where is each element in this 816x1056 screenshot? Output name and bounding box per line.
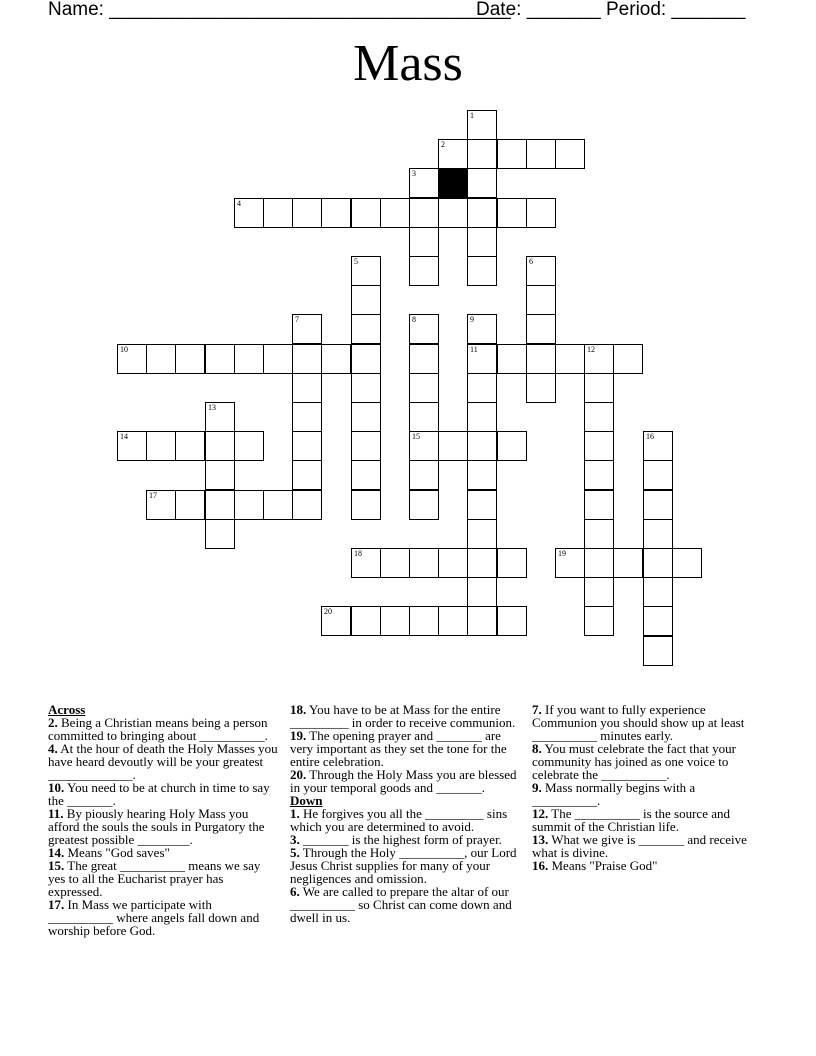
crossword-cell[interactable] (409, 431, 439, 461)
crossword-cell[interactable] (292, 490, 322, 520)
crossword-cell[interactable] (497, 606, 527, 636)
crossword-cell[interactable] (351, 198, 381, 228)
crossword-cell[interactable] (584, 606, 614, 636)
crossword-cell[interactable] (351, 490, 381, 520)
crossword-cell[interactable] (146, 490, 176, 520)
clue-number: 16 (646, 432, 654, 441)
clue-number: 18 (354, 549, 362, 558)
crossword-cell[interactable] (409, 198, 439, 228)
date-field: Date: _______ (476, 0, 601, 20)
crossword-cell[interactable] (292, 460, 322, 490)
clue-number: 1 (470, 111, 474, 120)
crossword-cell[interactable] (584, 460, 614, 490)
name-field: Name: ______________________________________ (48, 0, 511, 20)
crossword-cell[interactable] (380, 198, 410, 228)
crossword-cell[interactable] (292, 402, 322, 432)
crossword-cell[interactable] (584, 402, 614, 432)
crossword-cell[interactable] (613, 548, 643, 578)
clue-across-2: 2. Being a Christian means being a person committed to bringing about __________. (48, 715, 268, 743)
clue-across-17: 17. In Mass we participate with __________ where angels fall down and worship before God. (48, 897, 260, 938)
crossword-cell[interactable] (351, 548, 381, 578)
crossword-cell[interactable] (643, 490, 673, 520)
crossword-cell[interactable] (321, 198, 351, 228)
clue-across-15: 15. The great __________ means we say yes to all the Eucharist prayer has expressed. (48, 858, 261, 899)
crossword-cell[interactable] (205, 490, 235, 520)
crossword-cell[interactable] (409, 606, 439, 636)
crossword-cell[interactable] (234, 344, 264, 374)
crossword-cell[interactable] (643, 460, 673, 490)
crossword-cell[interactable] (526, 344, 556, 374)
clue-down-13: 13. What we give is _______ and receive what is divine. (532, 832, 747, 860)
clue-down-16: 16. Means "Praise God" (532, 858, 658, 873)
clue-number: 3 (412, 169, 416, 178)
crossword-cell[interactable] (497, 548, 527, 578)
crossword-cell[interactable] (409, 460, 439, 490)
crossword-cell[interactable] (467, 402, 497, 432)
crossword-cell[interactable] (438, 198, 468, 228)
clue-down-7: 7. If you want to fully experience Communion you should show up at least __________ minutes early. (532, 702, 745, 743)
clue-down-9: 9. Mass normally begins with a __________. (532, 780, 696, 808)
crossword-cell[interactable] (205, 431, 235, 461)
crossword-cell[interactable] (584, 373, 614, 403)
crossword-cell[interactable] (467, 344, 497, 374)
crossword-cell[interactable] (643, 606, 673, 636)
down-heading: Down (290, 793, 323, 808)
crossword-cell[interactable] (292, 431, 322, 461)
crossword-cell[interactable] (234, 490, 264, 520)
crossword-cell[interactable] (467, 548, 497, 578)
clue-across-10: 10. You need to be at church in time to say the _______. (48, 780, 270, 808)
crossword-cell[interactable] (467, 606, 497, 636)
clue-number: 17 (149, 491, 157, 500)
crossword-cell[interactable] (351, 373, 381, 403)
crossword-cell[interactable] (175, 344, 205, 374)
crossword-cell[interactable] (613, 344, 643, 374)
clue-down-5: 5. Through the Holy __________, our Lord Jesus Christ supplies for many of your negligences and omission. (290, 845, 517, 886)
crossword-cell[interactable] (584, 431, 614, 461)
crossword-cell[interactable] (555, 344, 585, 374)
crossword-cell[interactable] (292, 314, 322, 344)
crossword-cell[interactable] (526, 139, 556, 169)
crossword-cell[interactable] (643, 431, 673, 461)
crossword-cell[interactable] (351, 344, 381, 374)
crossword-cell[interactable] (526, 314, 556, 344)
crossword-cell[interactable] (497, 139, 527, 169)
crossword-cell[interactable] (351, 460, 381, 490)
clue-down-6: 6. We are called to prepare the altar of our __________ so Christ can come down and dwell in us. (290, 884, 512, 925)
clue-across-18: 18. You have to be at Mass for the entire _________ in order to receive communion. (290, 702, 516, 730)
clue-number: 13 (208, 403, 216, 412)
clues-column-3 (532, 703, 764, 872)
crossword-cell[interactable] (175, 431, 205, 461)
crossword-cell[interactable] (205, 344, 235, 374)
crossword-cell[interactable] (205, 519, 235, 549)
clue-number: 9 (470, 315, 474, 324)
crossword-cell[interactable] (351, 285, 381, 315)
crossword-cell[interactable] (584, 577, 614, 607)
crossword-cell[interactable] (497, 344, 527, 374)
crossword-cell[interactable] (467, 168, 497, 198)
clue-number: 15 (412, 432, 420, 441)
crossword-cell[interactable] (526, 285, 556, 315)
crossword-cell[interactable] (467, 373, 497, 403)
crossword-cell[interactable] (643, 636, 673, 666)
crossword-cell[interactable] (380, 606, 410, 636)
crossword-cell[interactable] (555, 548, 585, 578)
clue-down-3: 3. _______ is the highest form of prayer. (290, 832, 502, 847)
clue-across-19: 19. The opening prayer and _______ are very important as they set the tone for the entire celebration. (290, 728, 507, 769)
crossword-cell[interactable] (263, 344, 293, 374)
crossword-cell[interactable] (117, 344, 147, 374)
clue-down-8: 8. You must celebrate the fact that your community has joined as one voice to celebrate the __________. (532, 741, 736, 782)
clues-column-2 (290, 703, 522, 924)
crossword-cell[interactable] (438, 431, 468, 461)
crossword-cell[interactable] (205, 402, 235, 432)
crossword-cell[interactable] (146, 431, 176, 461)
crossword-cell[interactable] (467, 139, 497, 169)
crossword-cell[interactable] (555, 139, 585, 169)
crossword-cell[interactable] (467, 519, 497, 549)
clue-number: 8 (412, 315, 416, 324)
crossword-cell[interactable] (467, 256, 497, 286)
crossword-cell[interactable] (409, 344, 439, 374)
crossword-cell[interactable] (526, 198, 556, 228)
crossword-cell[interactable] (467, 460, 497, 490)
crossword-cell[interactable] (409, 227, 439, 257)
crossword-cell[interactable] (467, 110, 497, 140)
clue-number: 10 (120, 345, 128, 354)
crossword-cell[interactable] (584, 344, 614, 374)
clue-number: 7 (295, 315, 299, 324)
crossword-cell[interactable] (321, 606, 351, 636)
crossword-cell[interactable] (351, 256, 381, 286)
crossword-cell[interactable] (497, 198, 527, 228)
crossword-cell[interactable] (292, 198, 322, 228)
crossword-cell[interactable] (467, 227, 497, 257)
crossword-cell[interactable] (643, 519, 673, 549)
crossword-cell[interactable] (497, 431, 527, 461)
crossword-cell[interactable] (292, 344, 322, 374)
crossword-cell[interactable] (263, 198, 293, 228)
clue-number: 19 (558, 549, 566, 558)
clues-column-1 (48, 703, 280, 937)
clue-number: 2 (441, 140, 445, 149)
crossword-cell[interactable] (584, 490, 614, 520)
clue-number: 6 (529, 257, 533, 266)
crossword-cell[interactable] (526, 373, 556, 403)
clue-down-1: 1. He forgives you all the _________ sins which you are determined to avoid. (290, 806, 508, 834)
crossword-cell[interactable] (351, 606, 381, 636)
crossword-cell[interactable] (643, 577, 673, 607)
crossword-cell[interactable] (672, 548, 702, 578)
clue-number: 11 (470, 345, 478, 354)
crossword-cell[interactable] (117, 431, 147, 461)
clue-number: 20 (324, 607, 332, 616)
crossword-cell[interactable] (467, 490, 497, 520)
crossword-cell[interactable] (351, 314, 381, 344)
crossword-cell[interactable] (467, 314, 497, 344)
clue-across-14: 14. Means "God saves" (48, 845, 170, 860)
crossword-cell[interactable] (146, 344, 176, 374)
clue-number: 5 (354, 257, 358, 266)
crossword-cell[interactable] (467, 198, 497, 228)
crossword-cell[interactable] (438, 548, 468, 578)
crossword-cell[interactable] (409, 314, 439, 344)
crossword-cell[interactable] (409, 168, 439, 198)
crossword-cell[interactable] (205, 460, 235, 490)
clue-across-20: 20. Through the Holy Mass you are blessed in your temporal goods and _______. (290, 767, 517, 795)
period-field: Period: _______ (606, 0, 746, 20)
crossword-cell[interactable] (234, 198, 264, 228)
crossword-cell[interactable] (321, 344, 351, 374)
crossword-cell[interactable] (380, 548, 410, 578)
crossword-cell[interactable] (467, 577, 497, 607)
crossword-cell[interactable] (351, 431, 381, 461)
crossword-cell[interactable] (438, 606, 468, 636)
crossword-cell[interactable] (234, 431, 264, 461)
crossword-cell[interactable] (409, 402, 439, 432)
crossword-cell[interactable] (584, 548, 614, 578)
crossword-cell[interactable] (409, 373, 439, 403)
black-square (438, 168, 468, 198)
crossword-cell[interactable] (409, 548, 439, 578)
crossword-cell[interactable] (351, 402, 381, 432)
clue-across-4: 4. At the hour of death the Holy Masses you have heard devoutly will be your greatest _____________. (48, 741, 278, 782)
crossword-cell[interactable] (526, 256, 556, 286)
clue-across-11: 11. By piously hearing Holy Mass you afford the souls the souls in Purgatory the greatest possible ________. (48, 806, 265, 847)
crossword-cell[interactable] (467, 431, 497, 461)
crossword-cell[interactable] (438, 139, 468, 169)
crossword-cell[interactable] (584, 519, 614, 549)
page-title: Mass (353, 35, 463, 92)
crossword-cell[interactable] (292, 373, 322, 403)
crossword-cell[interactable] (643, 548, 673, 578)
clue-down-12: 12. The __________ is the source and summit of the Christian life. (532, 806, 730, 834)
clue-number: 14 (120, 432, 128, 441)
crossword-cell[interactable] (409, 256, 439, 286)
across-heading: Across (48, 702, 86, 717)
crossword-cell[interactable] (409, 490, 439, 520)
crossword-cell[interactable] (263, 490, 293, 520)
crossword-cell[interactable] (175, 490, 205, 520)
clue-number: 12 (587, 345, 595, 354)
clue-number: 4 (237, 199, 241, 208)
